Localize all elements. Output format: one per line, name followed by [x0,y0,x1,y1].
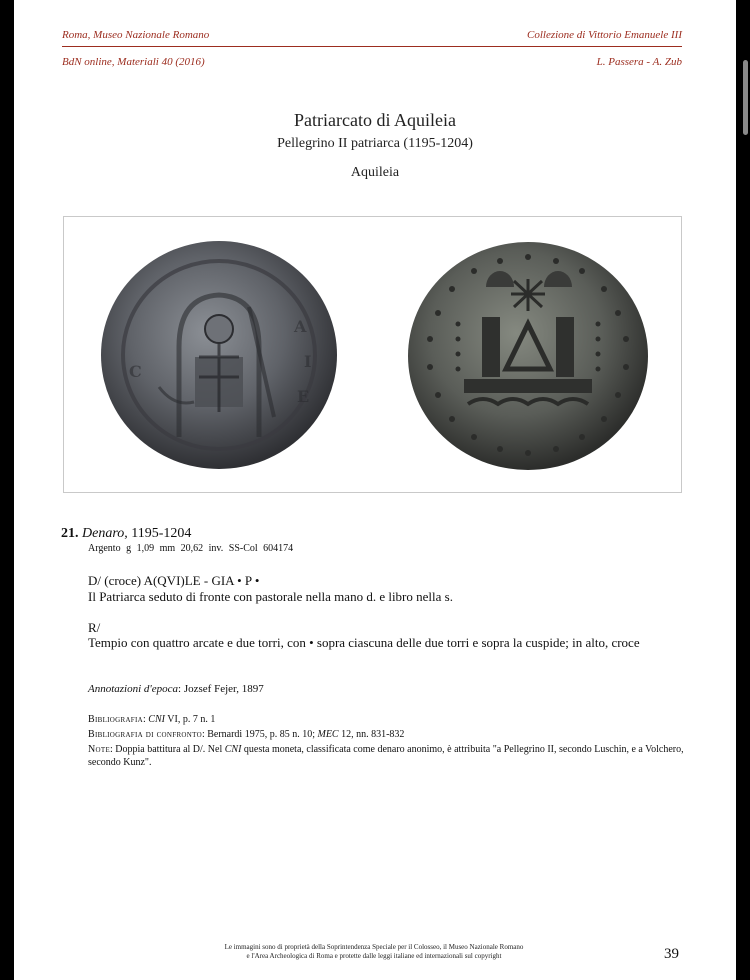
mint-name: Aquileia [350,165,400,180]
comparison-italic: MEC [317,729,339,740]
page-subtitle: Pellegrino II patriarca (1195-1204) [277,136,473,151]
comparison-text-2: 12, nn. 831-832 [338,729,405,740]
obverse-legend: D/ (croce) A(QVI)LE - GIA • P • [88,573,260,588]
svg-text:I: I [304,352,312,371]
running-header-top [62,29,682,41]
note-italic: CNI [224,744,242,755]
comparison-text-1: : Bernardi 1975, p. 85 n. 10; [201,729,318,740]
running-header-bottom [62,56,682,68]
vertical-scrollbar[interactable] [743,60,748,135]
page-number: 39 [664,946,679,962]
header-museum: Roma, Museo Nazionale Romano [62,29,210,41]
comparison-bibliography-line [88,729,404,740]
annotation-text: : Jozsef Fejer, 1897 [178,683,264,695]
bibliography-line: Bibliografia: CNI VI, p. 7 n. 1 [88,714,216,725]
coin-photograph [63,216,682,493]
copyright-footer [154,943,594,961]
bibliography-ref-italic: CNI [148,714,165,725]
obverse-description: Il Patriarca seduto di fronte con pastorale nella mano d. e libro nella s. [88,589,453,604]
bibliography-label: Bibliografia [88,714,143,725]
entry-date: , 1195-1204 [124,526,192,541]
header-journal: BdN online, Materiali 40 (2016) [62,56,205,68]
header-authors: L. Passera - A. Zub [596,56,682,68]
footer-line-2: e l'Area Archeologica di Roma e protette dalle leggi italiane ed internazionali sul copyright [246,952,502,960]
document-page [14,0,736,980]
comparison-label: Bibliografia di confronto [88,729,202,740]
coin-reverse-image [406,239,651,474]
note-line [88,743,698,769]
annotation-label: Annotazioni d'epoca [88,683,179,695]
footer-line-1: Le immagini sono di proprietà della Soprintendenza Speciale per il Colosseo, il Museo Nazionale Romano [224,943,524,951]
reverse-legend: R/ [88,620,101,635]
entry-heading [61,526,191,542]
svg-text:E: E [297,387,310,406]
reverse-description: Tempio con quattro arcate e due torri, con • sopra ciascuna delle due torri e sopra la cuspide; in alto, croce [88,635,640,650]
historical-annotation [88,683,264,695]
svg-text:A: A [294,317,307,336]
header-collection: Collezione di Vittorio Emanuele III [527,29,682,41]
svg-text:C: C [129,362,142,381]
note-text-1: : Doppia battitura al D/. Nel [110,744,225,755]
entry-denomination: Denaro [82,526,125,541]
note-text-2: questa moneta, classificata come denaro anonimo, è attribuita "a Pellegrino II, secondo Luschin, e a Volchero, secondo Kunz". [88,744,684,768]
entry-number: 21. [61,526,79,541]
coin-obverse-image [99,237,339,472]
note-label: Note [88,744,111,755]
entry-specs: Argento g 1,09 mm 20,62 inv. SS-Col 604174 [88,543,294,554]
header-rule [62,46,682,47]
bibliography-ref: VI, p. 7 n. 1 [164,714,216,725]
page-title: Patriarcato di Aquileia [294,110,456,130]
